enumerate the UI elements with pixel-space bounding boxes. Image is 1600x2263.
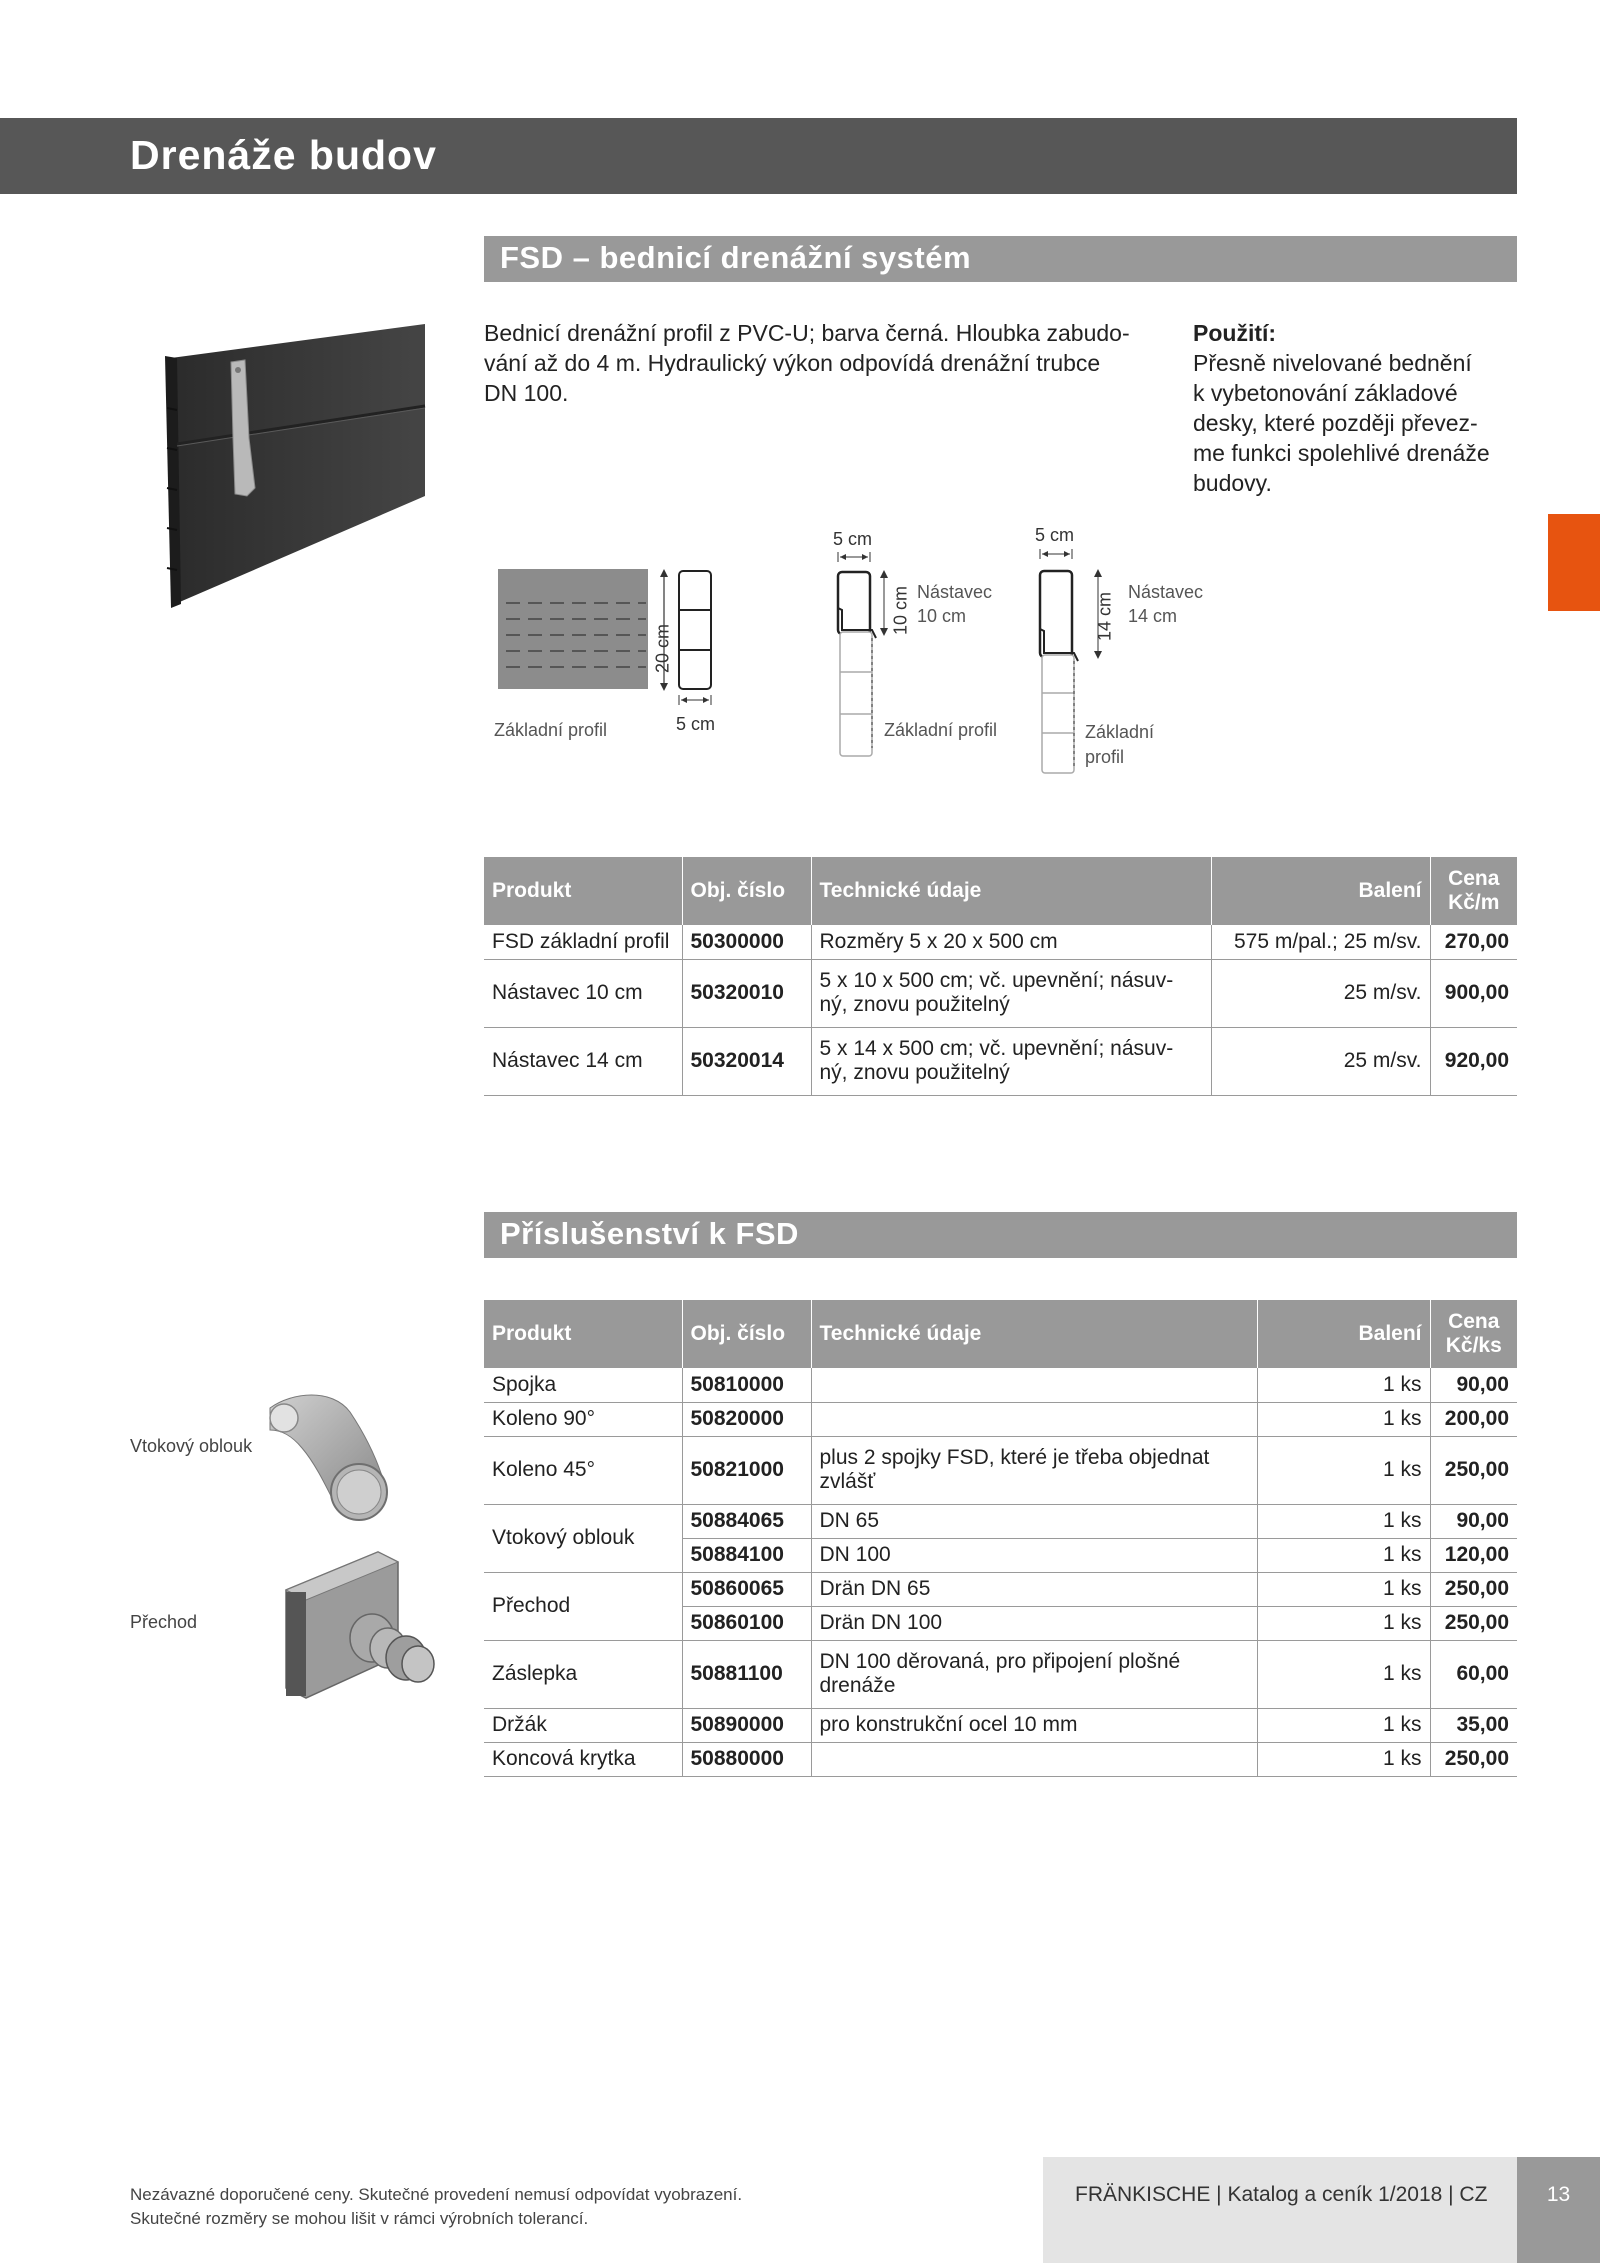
table-row xyxy=(484,959,1517,1027)
usage-text xyxy=(1193,318,1518,498)
cell-price: 270,00 xyxy=(1430,925,1517,959)
cell-obj: 50320014 xyxy=(682,1027,811,1095)
cell-obj: 50860100 xyxy=(682,1606,811,1640)
cell-price: 250,00 xyxy=(1430,1572,1517,1606)
ext14-caption-line: profil xyxy=(1085,747,1125,767)
ext10-name-line: 10 cm xyxy=(917,606,967,626)
ext14-height-label-wrap xyxy=(1092,580,1118,650)
section-bar-fsd xyxy=(484,236,1517,282)
cell-tech-line: DN 100 děrovaná, pro připojení plošné xyxy=(819,1650,1181,1673)
footer-catalog-box xyxy=(1043,2157,1517,2263)
intro-line: DN 100. xyxy=(484,380,569,406)
cell-product: Spojka xyxy=(484,1368,682,1402)
cell-price: 250,00 xyxy=(1430,1606,1517,1640)
intro-line: Bednicí drenážní profil z PVC-U; barva černá. Hloubka zabudo- xyxy=(484,320,1130,346)
footer-catalog-text: FRÄNKISCHE | Katalog a ceník 1/2018 | CZ xyxy=(1075,2183,1488,2206)
fsd-price-table xyxy=(484,857,1517,1096)
intro-line: vání až do 4 m. Hydraulický výkon odpovídá drenážní trubce xyxy=(484,350,1101,376)
transition-image-label: Přechod xyxy=(130,1612,198,1632)
cell-pack: 1 ks xyxy=(1257,1538,1430,1572)
usage-heading: Použití: xyxy=(1193,320,1277,346)
ext10-caption: Základní profil xyxy=(884,720,998,740)
cell-tech-line: ný, znovu použitelný xyxy=(819,1061,1010,1084)
table-row xyxy=(484,1402,1517,1436)
footer-disclaimer-line: Nezávazné doporučené ceny. Skutečné provedení nemusí odpovídat vyobrazení. xyxy=(130,2185,743,2204)
ext10-name-line: Nástavec xyxy=(917,582,993,602)
col-tech: Technické údaje xyxy=(811,857,1211,925)
cell-obj: 50880000 xyxy=(682,1742,811,1776)
cell-price: 35,00 xyxy=(1430,1708,1517,1742)
ext14-width-label: 5 cm xyxy=(1035,525,1075,545)
ext10-height-label-wrap xyxy=(888,580,914,640)
ext14-caption-line: Základní xyxy=(1085,722,1155,742)
col-price-line: Kč/m xyxy=(1448,891,1500,914)
col-product: Produkt xyxy=(484,857,682,925)
section-title-fsd: FSD – bednicí drenážní systém xyxy=(500,240,972,275)
col-price xyxy=(1430,857,1517,925)
table-row xyxy=(484,1572,1517,1606)
cell-obj: 50884100 xyxy=(682,1538,811,1572)
inlet-bend-image xyxy=(262,1390,392,1525)
cell-pack: 1 ks xyxy=(1257,1572,1430,1606)
cell-pack: 1 ks xyxy=(1257,1742,1430,1776)
ext10-width-label: 5 cm xyxy=(833,529,873,549)
cell-obj: 50860065 xyxy=(682,1572,811,1606)
footer-disclaimer xyxy=(130,2183,742,2231)
cell-tech xyxy=(811,1402,1257,1436)
section-title-accessories: Příslušenství k FSD xyxy=(500,1216,799,1251)
usage-line: budovy. xyxy=(1193,470,1272,496)
cell-obj: 50890000 xyxy=(682,1708,811,1742)
table-row xyxy=(484,1742,1517,1776)
col-price-line: Cena xyxy=(1448,867,1500,890)
table-row xyxy=(484,1436,1517,1504)
cell-pack: 1 ks xyxy=(1257,1402,1430,1436)
cell-pack: 1 ks xyxy=(1257,1436,1430,1504)
ext14-caption xyxy=(1085,720,1154,770)
cell-obj: 50821000 xyxy=(682,1436,811,1504)
ext14-height-label: 14 cm xyxy=(1094,591,1115,642)
transition-piece-image xyxy=(282,1548,442,1708)
cell-tech: DN 100 xyxy=(811,1538,1257,1572)
cell-pack: 575 m/pal.; 25 m/sv. xyxy=(1211,925,1430,959)
cell-tech-line: 5 x 10 x 500 cm; vč. upevnění; násuv- xyxy=(819,969,1174,992)
col-obj: Obj. číslo xyxy=(682,857,811,925)
table-row xyxy=(484,925,1517,959)
cell-pack: 25 m/sv. xyxy=(1211,1027,1430,1095)
cell-tech: pro konstrukční ocel 10 mm xyxy=(811,1708,1257,1742)
cell-price: 250,00 xyxy=(1430,1436,1517,1504)
col-price-line: Cena xyxy=(1448,1310,1500,1333)
cell-tech-line: plus 2 spojky FSD, které je třeba objednat xyxy=(819,1446,1210,1469)
section-bar-accessories xyxy=(484,1212,1517,1258)
col-price-line: Kč/ks xyxy=(1445,1334,1502,1357)
inlet-image-label: Vtokový oblouk xyxy=(130,1436,253,1456)
page-title: Drenáže budov xyxy=(130,132,437,178)
cell-tech: Drän DN 100 xyxy=(811,1606,1257,1640)
cell-tech xyxy=(811,959,1211,1027)
col-pack: Balení xyxy=(1211,857,1430,925)
cell-price: 900,00 xyxy=(1430,959,1517,1027)
chapter-tab[interactable] xyxy=(1548,514,1600,611)
cell-product: Přechod xyxy=(484,1572,682,1640)
cell-obj: 50320010 xyxy=(682,959,811,1027)
cell-pack: 1 ks xyxy=(1257,1368,1430,1402)
col-product: Produkt xyxy=(484,1300,682,1368)
cell-tech-line: zvlášť xyxy=(819,1470,876,1493)
footer-page-box xyxy=(1517,2157,1600,2263)
col-obj: Obj. číslo xyxy=(682,1300,811,1368)
cell-price: 920,00 xyxy=(1430,1027,1517,1095)
col-pack: Balení xyxy=(1257,1300,1430,1368)
cell-product: Nástavec 10 cm xyxy=(484,959,682,1027)
cell-tech xyxy=(811,1640,1257,1708)
cell-price: 200,00 xyxy=(1430,1402,1517,1436)
base-caption: Základní profil xyxy=(494,720,608,740)
base-width-label: 5 cm xyxy=(676,714,716,734)
cell-price: 250,00 xyxy=(1430,1742,1517,1776)
table-row xyxy=(484,1027,1517,1095)
table-header-row xyxy=(484,1300,1517,1368)
usage-line: desky, které později převez- xyxy=(1193,410,1478,436)
usage-line: me funkci spolehlivé drenáže xyxy=(1193,440,1490,466)
cell-obj: 50881100 xyxy=(682,1640,811,1708)
cell-product: Záslepka xyxy=(484,1640,682,1708)
cell-tech: Drän DN 65 xyxy=(811,1572,1257,1606)
cell-product: Vtokový oblouk xyxy=(484,1504,682,1572)
table-header-row xyxy=(484,857,1517,925)
cell-tech xyxy=(811,1027,1211,1095)
formwork-profile-image xyxy=(165,318,430,608)
cell-product: Koleno 90° xyxy=(484,1402,682,1436)
cell-pack: 1 ks xyxy=(1257,1640,1430,1708)
page-header-bar xyxy=(0,118,1517,194)
base-height-label-wrap xyxy=(651,610,675,690)
footer-disclaimer-line: Skutečné rozměry se mohou lišit v rámci výrobních tolerancí. xyxy=(130,2209,589,2228)
cell-pack: 1 ks xyxy=(1257,1504,1430,1538)
ext10-height-label: 10 cm xyxy=(890,585,911,636)
cell-tech-line: drenáže xyxy=(819,1674,896,1697)
page-number: 13 xyxy=(1546,2183,1571,2206)
ext14-name-line: Nástavec xyxy=(1128,582,1204,602)
table-row xyxy=(484,1504,1517,1538)
cell-tech xyxy=(811,1368,1257,1402)
table-row xyxy=(484,1708,1517,1742)
cell-tech-line: ný, znovu použitelný xyxy=(819,993,1010,1016)
ext14-name-line: 14 cm xyxy=(1128,606,1178,626)
cell-tech-line: 5 x 14 x 500 cm; vč. upevnění; násuv- xyxy=(819,1037,1174,1060)
accessories-price-table xyxy=(484,1300,1517,1777)
intro-text xyxy=(484,318,1154,408)
cell-price: 90,00 xyxy=(1430,1368,1517,1402)
cell-pack: 1 ks xyxy=(1257,1606,1430,1640)
cell-product: Koncová krytka xyxy=(484,1742,682,1776)
cell-obj: 50820000 xyxy=(682,1402,811,1436)
ext14-name xyxy=(1128,580,1203,628)
cell-price: 60,00 xyxy=(1430,1640,1517,1708)
cell-product: Nástavec 14 cm xyxy=(484,1027,682,1095)
cell-tech xyxy=(811,1436,1257,1504)
table-row xyxy=(484,1640,1517,1708)
cell-product: Držák xyxy=(484,1708,682,1742)
cell-tech: Rozměry 5 x 20 x 500 cm xyxy=(811,925,1211,959)
col-tech: Technické údaje xyxy=(811,1300,1257,1368)
usage-line: Přesně nivelované bednění xyxy=(1193,350,1472,376)
usage-line: k vybetonování základové xyxy=(1193,380,1458,406)
ext10-name xyxy=(917,580,992,628)
base-height-label: 20 cm xyxy=(652,623,673,674)
cell-price: 90,00 xyxy=(1430,1504,1517,1538)
cell-product: Koleno 45° xyxy=(484,1436,682,1504)
cell-tech xyxy=(811,1742,1257,1776)
cell-price: 120,00 xyxy=(1430,1538,1517,1572)
cell-tech: DN 65 xyxy=(811,1504,1257,1538)
col-price xyxy=(1430,1300,1517,1368)
cell-product: FSD základní profil xyxy=(484,925,682,959)
cell-pack: 1 ks xyxy=(1257,1708,1430,1742)
table-row xyxy=(484,1368,1517,1402)
cell-pack: 25 m/sv. xyxy=(1211,959,1430,1027)
cell-obj: 50884065 xyxy=(682,1504,811,1538)
cell-obj: 50810000 xyxy=(682,1368,811,1402)
cell-obj: 50300000 xyxy=(682,925,811,959)
